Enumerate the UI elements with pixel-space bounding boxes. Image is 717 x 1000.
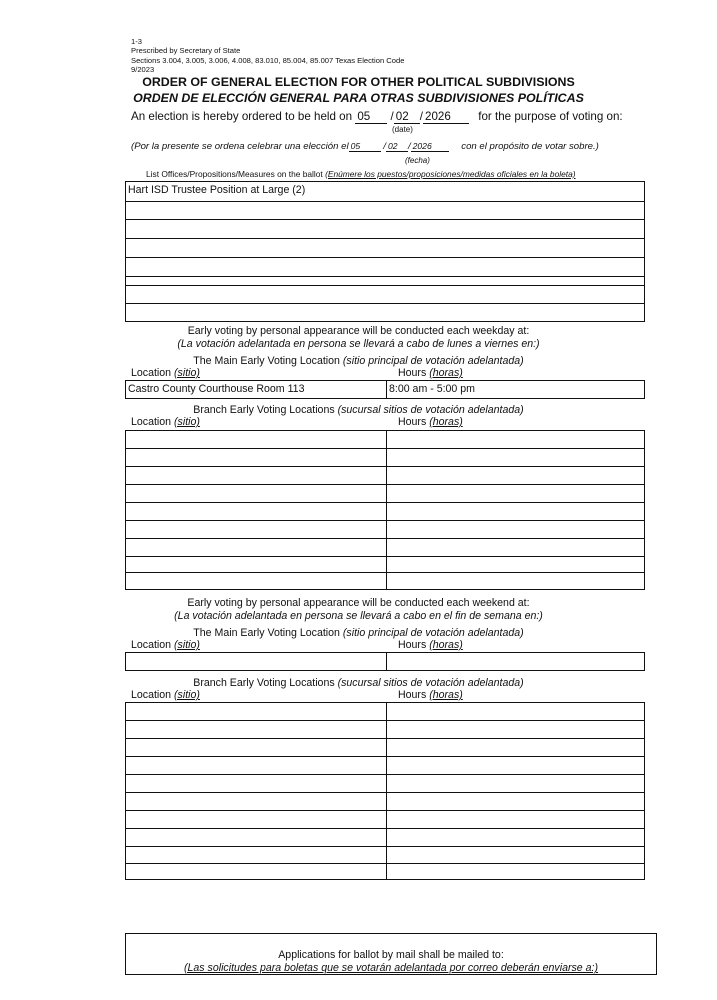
weekend-branch-location-label-spanish: (sitio) xyxy=(174,689,200,701)
offices-label-spanish: (Enúmere los puestos/proposiciones/medidas oficiales en la boleta) xyxy=(325,169,576,179)
weekend-main-label-english: The Main Early Voting Location xyxy=(193,627,340,639)
weekend-location-label: Location xyxy=(131,639,172,651)
election-suffix: for the purpose of voting on: xyxy=(478,110,623,123)
title-spanish: ORDEN DE ELECCIÓN GENERAL PARA OTRAS SUBDIVISIONES POLÍTICAS xyxy=(133,91,584,105)
weekend-branch-label-english: Branch Early Voting Locations xyxy=(193,677,335,689)
mail-box xyxy=(125,933,657,975)
weekday-hours-label: Hours xyxy=(398,367,427,379)
weekday-branch-location-header xyxy=(131,416,200,428)
weekday-location-label-spanish: (sitio) xyxy=(174,367,200,379)
code-sections: Sections 3.004, 3.005, 3.006, 4.008, 83.010, 85.004, 85.007 Texas Election Code xyxy=(131,55,405,65)
weekend-location-header xyxy=(131,639,200,651)
weekend-branch-label xyxy=(0,677,717,689)
office-row-1[interactable]: Hart ISD Trustee Position at Large (2) xyxy=(128,184,306,196)
weekday-branch-label xyxy=(0,404,717,416)
weekday-main-label xyxy=(0,355,717,367)
date-label-spanish: (fecha) xyxy=(405,156,430,165)
weekend-branch-table xyxy=(125,702,645,880)
weekday-intro: Early voting by personal appearance will be conducted each weekday at: xyxy=(187,325,530,337)
weekend-main-label xyxy=(0,627,717,639)
title-english: ORDER OF GENERAL ELECTION FOR OTHER POLITICAL SUBDIVISIONS xyxy=(142,75,575,89)
weekday-branch-hours-header xyxy=(398,416,463,428)
weekday-branch-table xyxy=(125,430,645,590)
weekend-branch-location-label: Location xyxy=(131,689,172,701)
offices-label-english: List Offices/Propositions/Measures on the ballot xyxy=(146,169,323,179)
weekend-branch-hours-label: Hours xyxy=(398,689,427,701)
election-day-spanish[interactable]: 02 xyxy=(386,141,408,152)
weekday-location-header xyxy=(131,367,200,379)
weekday-branch-hours-label-spanish: (horas) xyxy=(429,416,463,428)
weekday-branch-hours-label: Hours xyxy=(398,416,427,428)
election-date-line: An election is hereby ordered to be held on 05 / 02 / 2026 for the purpose of voting on: xyxy=(131,110,623,123)
weekday-hours-label-spanish: (horas) xyxy=(429,367,463,379)
date-label: (date) xyxy=(392,125,413,134)
form-number: 1-3 xyxy=(131,37,142,46)
election-prefix: An election is hereby ordered to be held on xyxy=(131,110,353,123)
weekend-main-label-spanish: (sitio principal de votación adelantada) xyxy=(342,627,524,639)
weekend-hours-label-spanish: (horas) xyxy=(429,639,463,651)
weekend-intro-spanish: (La votación adelantada en persona se llevará a cabo en el fin de semana en:) xyxy=(174,610,543,622)
weekday-branch-location-label-spanish: (sitio) xyxy=(174,416,200,428)
weekend-hours-label: Hours xyxy=(398,639,427,651)
weekday-intro-spanish: (La votación adelantada en persona se llevará a cabo de lunes a viernes en:) xyxy=(177,338,540,350)
election-year[interactable]: 2026 xyxy=(423,110,469,124)
weekend-hours-header xyxy=(398,639,463,651)
election-month[interactable]: 05 xyxy=(355,110,387,124)
weekday-branch-label-english: Branch Early Voting Locations xyxy=(193,404,335,416)
election-date-line-spanish: (Por la presente se ordena celebrar una elección el 05 / 02 / 2026 con el propósito de votar sobre.) xyxy=(131,141,599,152)
offices-label xyxy=(146,169,576,179)
offices-table xyxy=(125,181,645,322)
weekend-main-table xyxy=(125,652,645,671)
election-day[interactable]: 02 xyxy=(394,110,420,124)
form-meta xyxy=(131,37,404,75)
weekday-branch-label-spanish: (sucursal sitios de votación adelantada) xyxy=(337,404,524,416)
weekend-branch-hours-header xyxy=(398,689,463,701)
prescribed-by: Prescribed by Secretary of State xyxy=(131,46,241,56)
weekday-branch-location-label: Location xyxy=(131,416,172,428)
weekday-main-label-english: The Main Early Voting Location xyxy=(193,355,340,367)
election-suffix-spanish: con el propósito de votar sobre.) xyxy=(461,141,599,152)
weekend-intro: Early voting by personal appearance will be conducted each weekend at: xyxy=(187,597,530,609)
weekend-branch-label-spanish: (sucursal sitios de votación adelantada) xyxy=(337,677,524,689)
election-month-spanish[interactable]: 05 xyxy=(349,141,381,152)
weekday-main-table xyxy=(125,380,645,399)
mail-label-spanish: (Las solicitudes para boletas que se votarán adelantada por correo deberán enviarse a:) xyxy=(183,962,598,974)
weekday-hours-header xyxy=(398,367,463,379)
mail-label: Applications for ballot by mail shall be mailed to: xyxy=(278,949,504,961)
weekday-location-label: Location xyxy=(131,367,172,379)
weekday-main-label-spanish: (sitio principal de votación adelantada) xyxy=(342,355,524,367)
election-year-spanish[interactable]: 2026 xyxy=(411,141,449,152)
weekday-main-hours[interactable]: 8:00 am - 5:00 pm xyxy=(389,383,475,395)
form-revision: 9/2023 xyxy=(131,65,155,75)
weekend-location-label-spanish: (sitio) xyxy=(174,639,200,651)
weekday-main-location[interactable]: Castro County Courthouse Room 113 xyxy=(128,383,305,395)
weekend-branch-hours-label-spanish: (horas) xyxy=(429,689,463,701)
weekend-branch-location-header xyxy=(131,689,200,701)
election-prefix-spanish: (Por la presente se ordena celebrar una elección el xyxy=(131,141,349,152)
